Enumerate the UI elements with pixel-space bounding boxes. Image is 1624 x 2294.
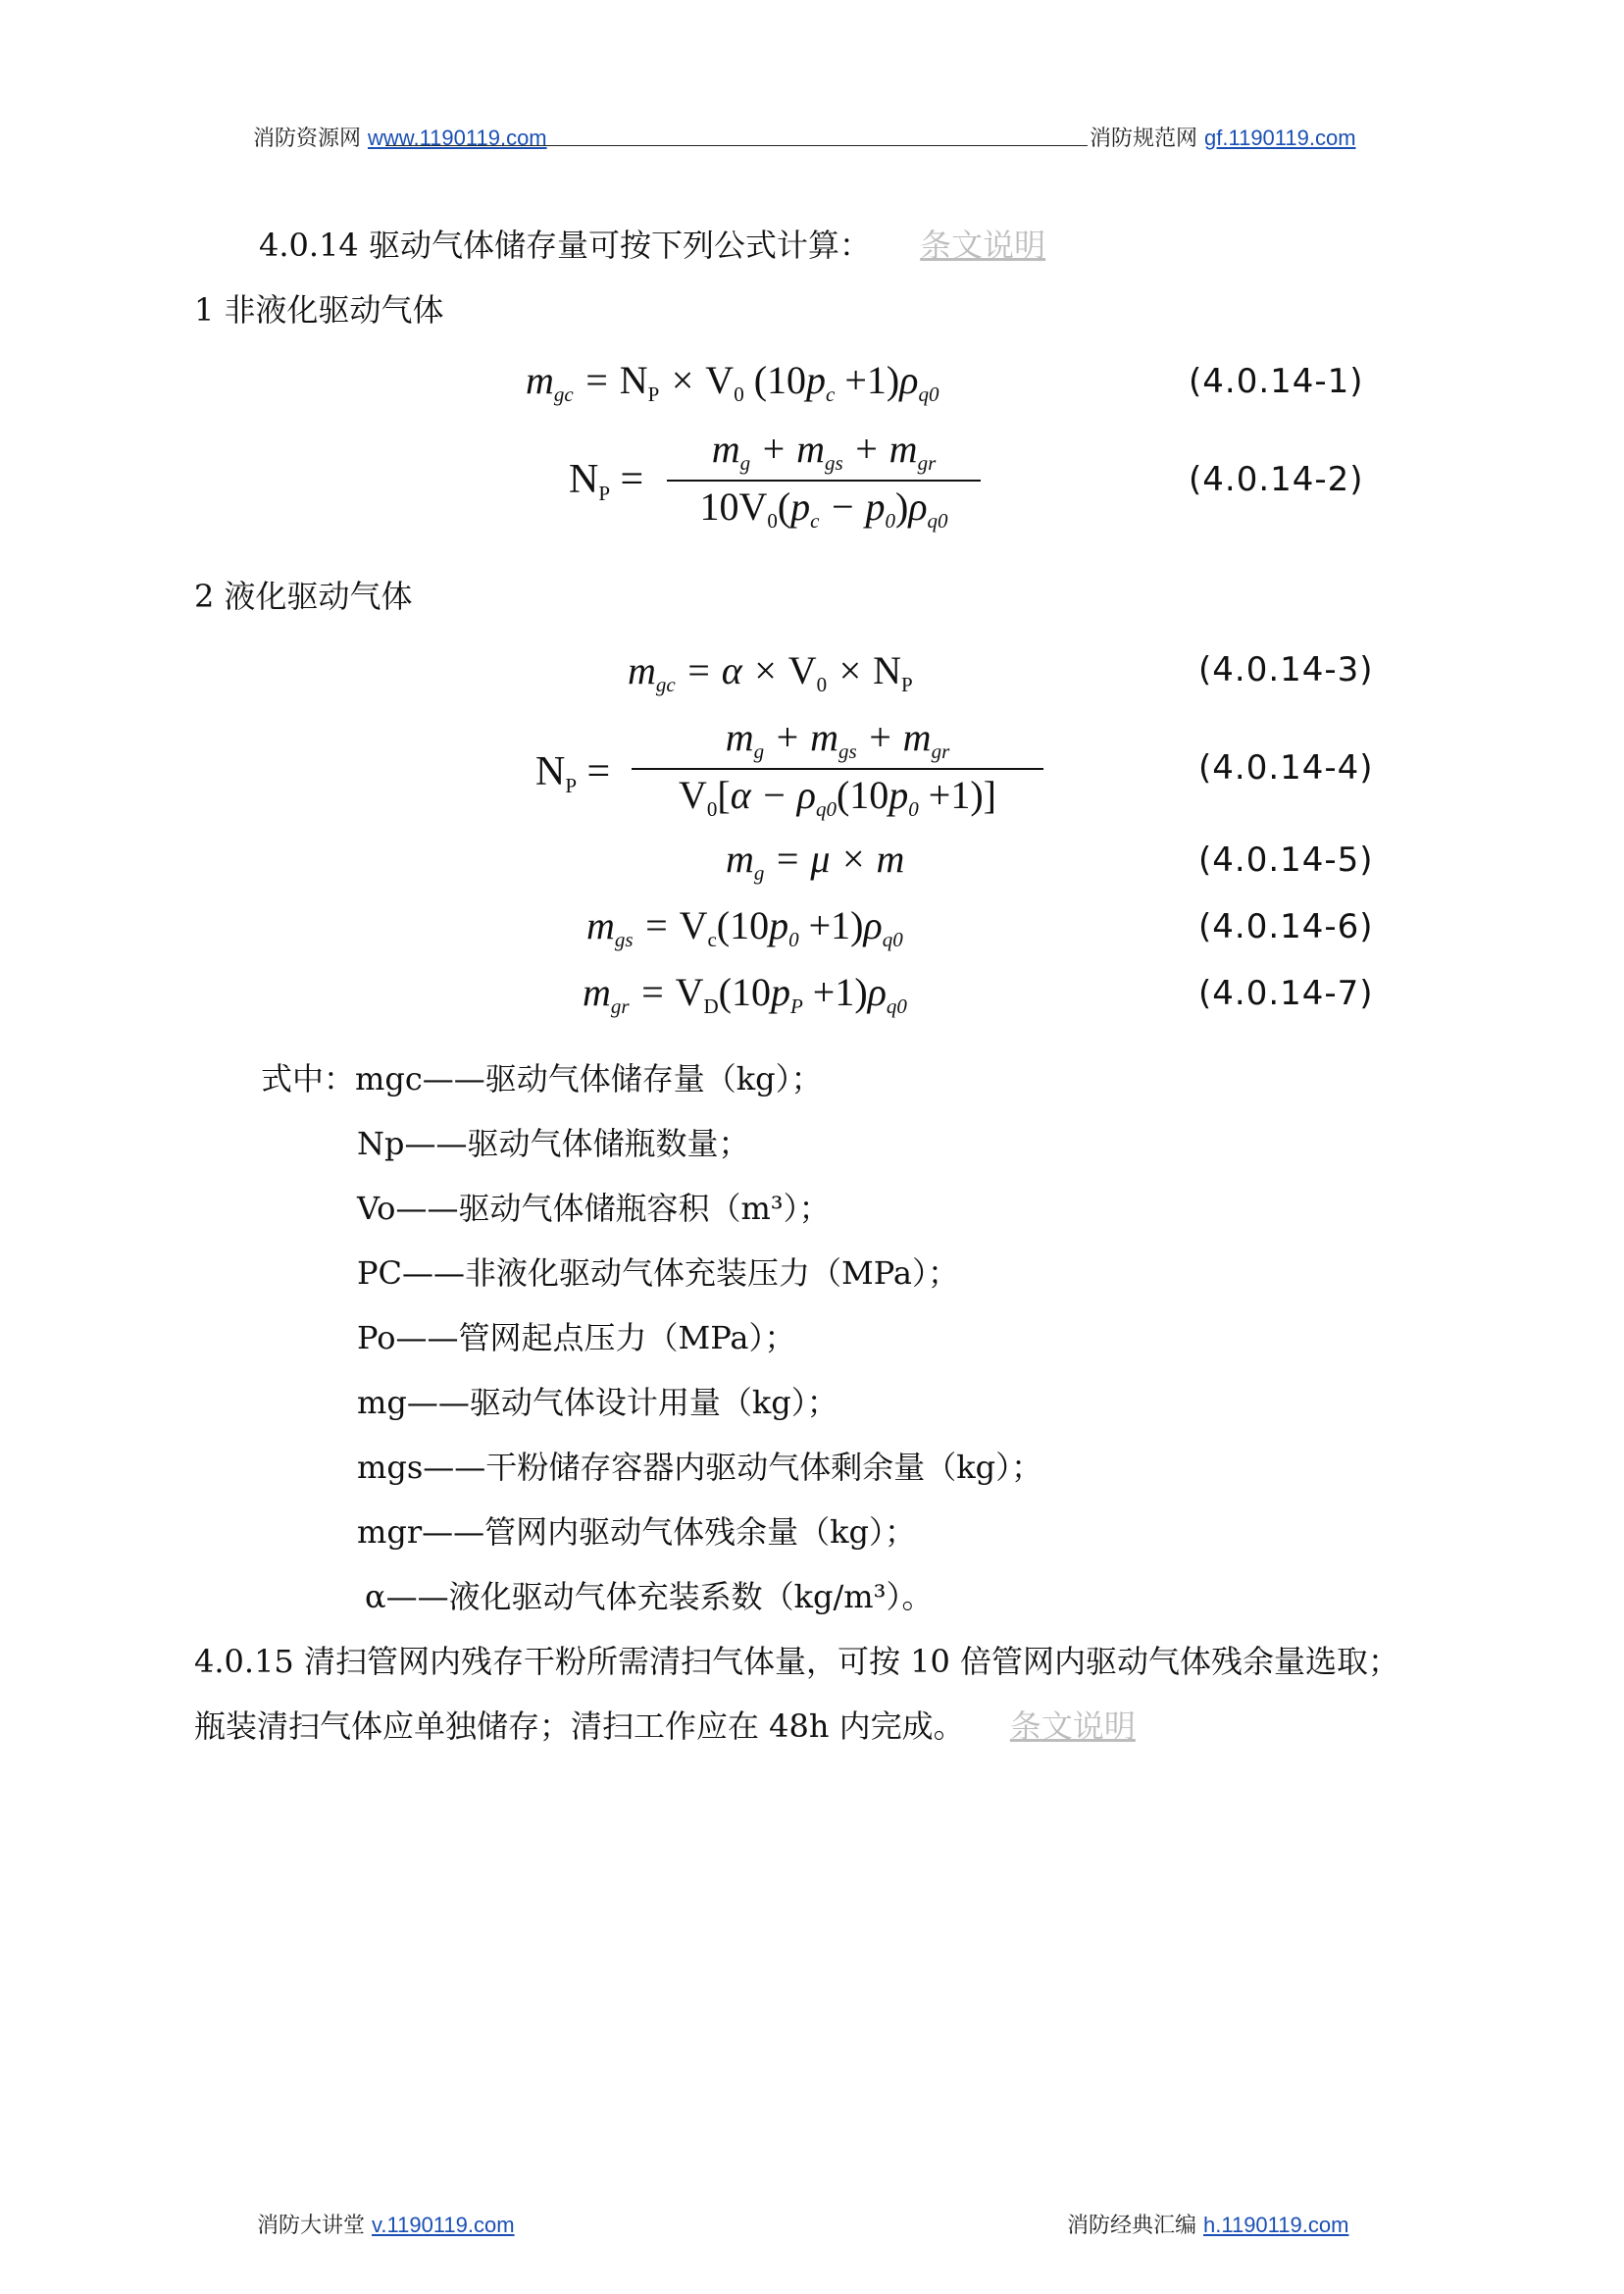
formula-4-0-14-4-fraction: $m_g + m_{gs} + m_{gr}$ $V_0[\alpha - \rho_{q0}(10p_0 +1)]$ — [632, 718, 1043, 820]
clause-explanation-link-2[interactable]: 条文说明 — [1009, 1708, 1136, 1745]
definition-vo: Vo——驱动气体储瓶容积（m³）； — [357, 1190, 831, 1227]
formula-4-0-14-5: $m_g = \mu \times m$ — [726, 837, 905, 885]
equation-number-5: (4.0.14-5) — [1198, 841, 1374, 880]
header-divider — [385, 145, 1088, 146]
definition-mg: mg——驱动气体设计用量（kg）； — [357, 1384, 838, 1421]
equation-number-1: (4.0.14-1) — [1189, 362, 1364, 401]
clause-4-0-15-line-1: 4.0.15 清扫管网内残存干粉所需清扫气体量，可按 10 倍管网内驱动气体残余量选取； — [194, 1643, 1400, 1680]
definition-mgs: mgs——干粉储存容器内驱动气体剩余量（kg）； — [357, 1449, 1043, 1486]
formula-4-0-14-7: $m_{gr} = V_D(10p_P +1)\rho_{q0}$ — [583, 970, 907, 1018]
definition-mgr: mgr——管网内驱动气体残余量（kg）； — [357, 1513, 917, 1551]
formula-4-0-14-4-lhs: $N_P$ = — [535, 749, 611, 797]
definition-np: Np——驱动气体储瓶数量； — [357, 1125, 750, 1162]
clause-explanation-link[interactable]: 条文说明 — [920, 227, 1046, 264]
formula-4-0-14-6: $m_{gs} = V_c(10p_0 +1)\rho_{q0}$ — [586, 903, 903, 951]
equation-number-6: (4.0.14-6) — [1198, 907, 1374, 946]
clause-4-0-15-line-2: 瓶装清扫气体应单独储存；清扫工作应在 48h 内完成。 条文说明 — [194, 1708, 1136, 1745]
clause-4-0-14-heading: 4.0.14 驱动气体储存量可按下列公式计算： 条文说明 — [259, 227, 1046, 264]
formula-4-0-14-3: $m_{gc} = \alpha \times V_0 \times N_P$ — [628, 648, 913, 696]
footer-left-site: 消防大讲堂 — [257, 2214, 366, 2238]
equation-number-7: (4.0.14-7) — [1198, 974, 1374, 1013]
header-left-site: 消防资源网 — [253, 127, 362, 151]
definition-mgc: 式中：mgc——驱动气体储存量（kg）； — [261, 1060, 823, 1097]
formula-4-0-14-2-fraction: $m_g + m_{gs} + m_{gr}$ $10V_0(p_c - p_0)\rho_{q0}$ — [667, 430, 981, 532]
header-left — [253, 122, 547, 152]
definition-alpha: α——液化驱动气体充装系数（kg/m³）。 — [365, 1578, 934, 1615]
formula-4-0-14-1: $m_{gc} = N_P \times V_0$ $(10p_c +1)\rho_{q0}$ — [526, 358, 939, 406]
definition-pc: PC——非液化驱动气体充装压力（MPa）； — [357, 1254, 959, 1292]
footer-right-site: 消防经典汇编 — [1067, 2214, 1197, 2238]
section-2-title: 2 液化驱动气体 — [194, 578, 413, 615]
header-left-link[interactable]: www.1190119.com — [368, 126, 547, 150]
footer-left-link[interactable]: v.1190119.com — [372, 2213, 515, 2237]
formula-4-0-14-2-lhs: $N_P$ = — [569, 457, 644, 505]
equation-number-3: (4.0.14-3) — [1198, 650, 1374, 689]
footer-right-link[interactable]: h.1190119.com — [1203, 2213, 1349, 2237]
header-right-site: 消防规范网 — [1090, 127, 1198, 151]
definition-po: Po——管网起点压力（MPa）； — [357, 1319, 796, 1356]
header-right-link[interactable]: gf.1190119.com — [1204, 126, 1356, 150]
footer-right — [1067, 2209, 1348, 2239]
section-1-title: 1 非液化驱动气体 — [194, 291, 444, 329]
equation-number-4: (4.0.14-4) — [1198, 748, 1374, 788]
header-right — [1090, 122, 1356, 152]
equation-number-2: (4.0.14-2) — [1189, 460, 1364, 499]
footer-left — [257, 2209, 515, 2239]
